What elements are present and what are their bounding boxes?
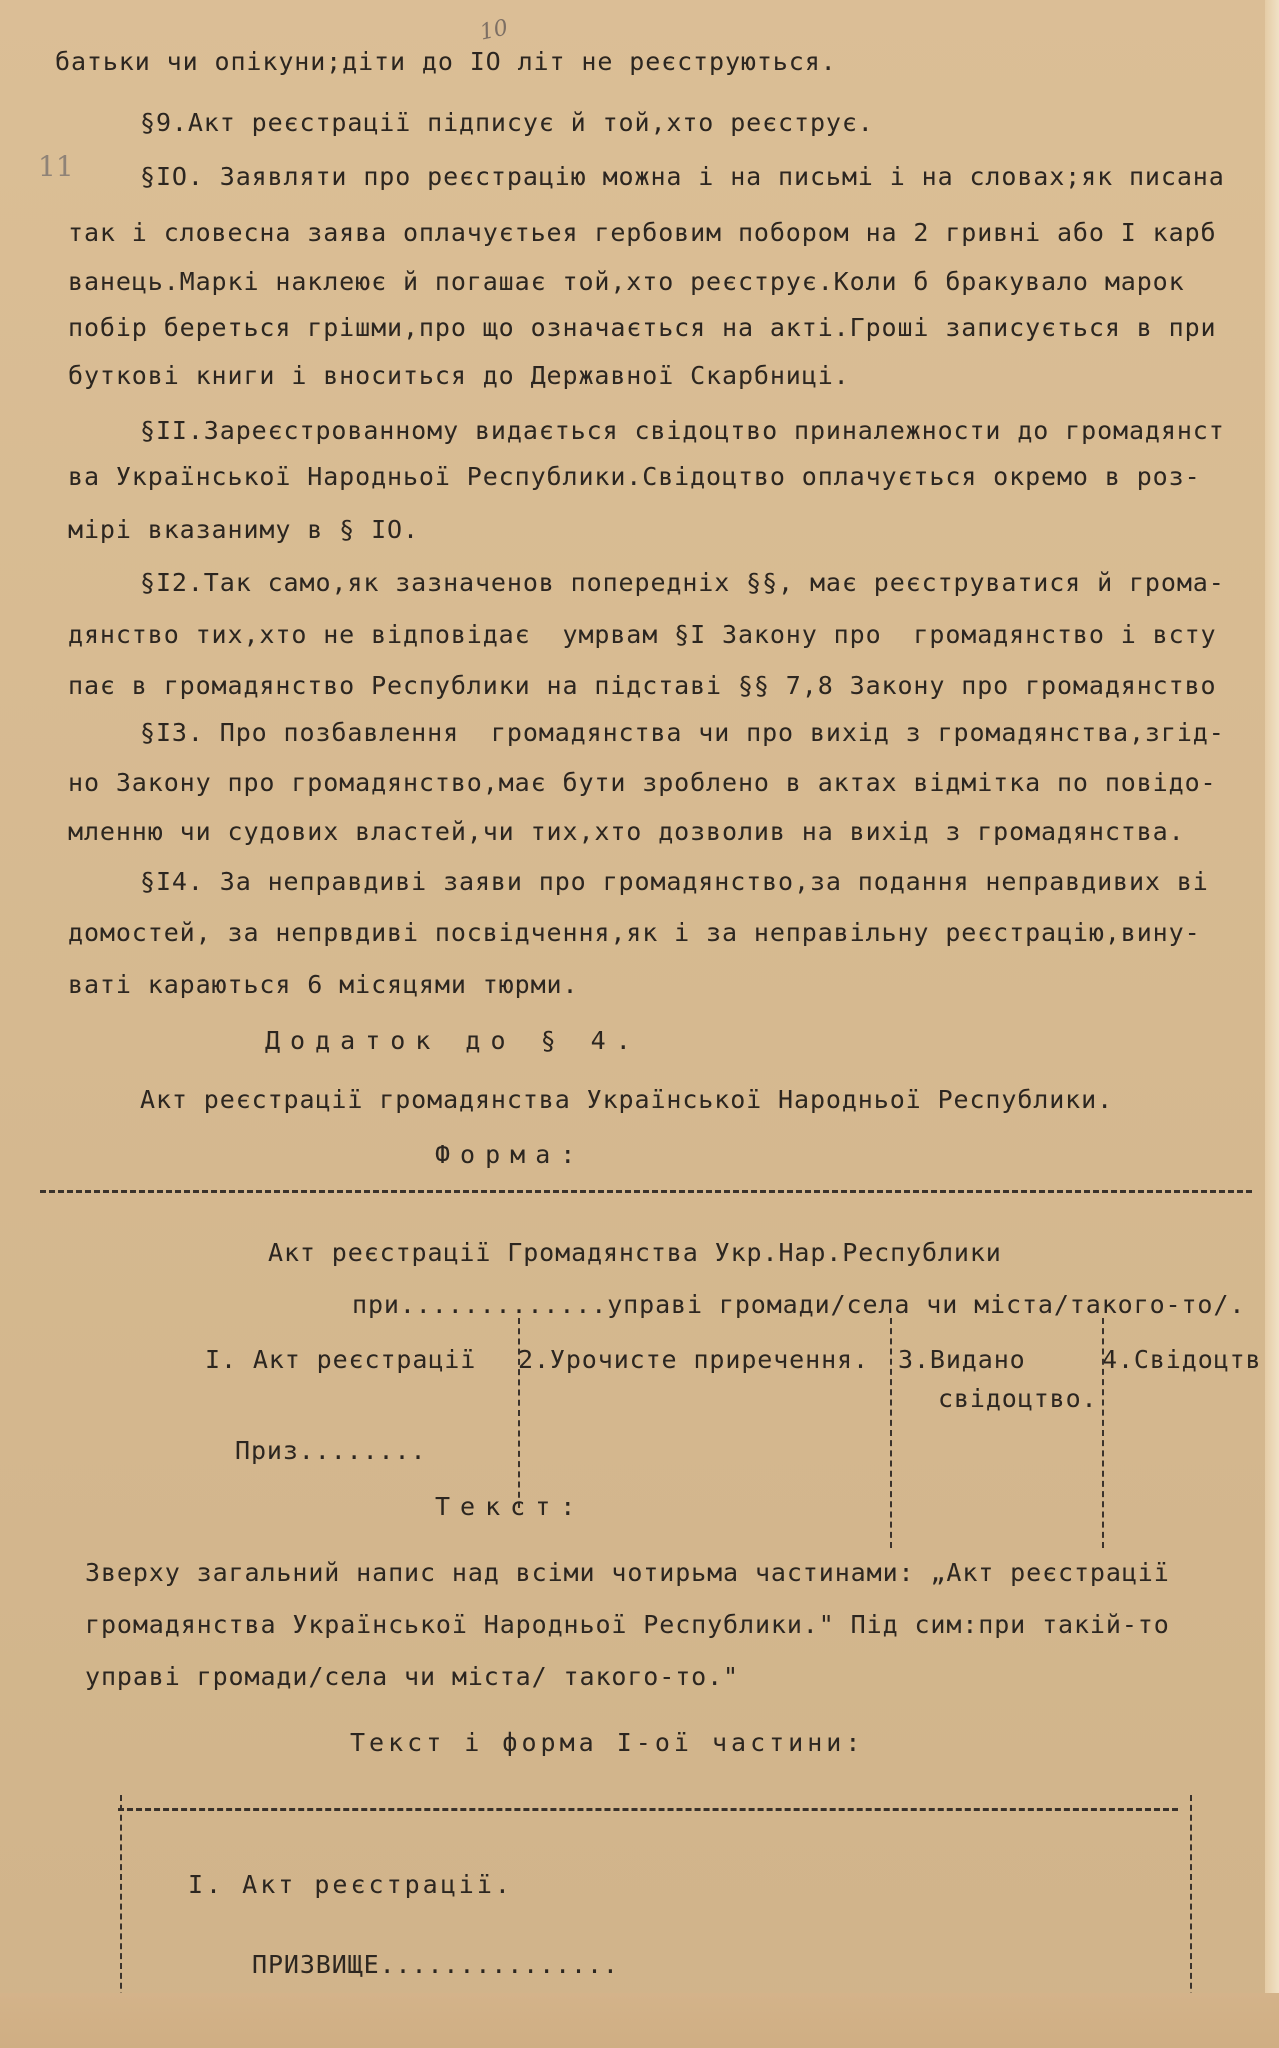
form-label: Форма: xyxy=(435,1140,586,1169)
addendum-title: Додаток до § 4. xyxy=(265,1026,641,1055)
column-divider xyxy=(1102,1318,1104,1548)
text-line: Зверху загальний напис над всіми чотирьма частинами: „Акт реєстрації xyxy=(85,1558,1170,1587)
body-line: дянство тих,хто не відповідає умрвам §I Закону про громадянство і всту xyxy=(68,620,1217,649)
body-line: мірі вказаниму в § IO. xyxy=(68,515,419,544)
paragraph-11: §II.Зареєстрованному видається свідоцтво приналежности до громадянст xyxy=(140,416,1225,445)
body-line: батьки чи опікуни;діти до IO літ не реєструються. xyxy=(55,47,837,76)
body-line: домостей, за непрвдиві посвідчення,як і за неправільну реєстрацію,вину- xyxy=(68,918,1201,947)
margin-mark: 11 xyxy=(38,150,74,183)
text-line: громадянства Української Народньої Республики." Під сим:при такій-то xyxy=(85,1610,1170,1639)
divider-line xyxy=(40,1190,1252,1193)
text-label: Текст: xyxy=(435,1492,586,1521)
column-divider xyxy=(518,1318,520,1508)
paper-bottom xyxy=(0,1993,1279,2048)
paragraph-13: §I3. Про позбавлення громадянства чи про вихід з громадянства,згід- xyxy=(140,718,1225,747)
body-line: но Закону про громадянство,має бути зроблено в актах відмітка по повідо- xyxy=(68,768,1217,797)
form-col-1: I. Акт реєстрації xyxy=(205,1345,477,1374)
body-line: ваті караються 6 місяцями тюрми. xyxy=(68,970,579,999)
body-line: так і словесна заява оплачуєтьея гербовим побором на 2 гривні або I карб xyxy=(68,218,1217,247)
form-subheading: при.............управі громади/села чи міста/такого-то/. xyxy=(352,1290,1246,1319)
surname-field: Приз........ xyxy=(235,1436,427,1465)
paragraph-10: §IO. Заявляти про реєстрацію можна і на письмі і на словах;як писана xyxy=(140,162,1225,191)
form-col-2: 2.Урочисте приречення. xyxy=(518,1345,869,1374)
form-col-3-line1: 3.Видано xyxy=(898,1345,1026,1374)
body-line: буткові книги і вноситься до Державної Скарбниці. xyxy=(68,361,850,390)
form-col-4: 4.Свідоцтв xyxy=(1102,1345,1262,1374)
body-line: ванець.Маркі наклеює й погашає той,хто реєструє.Коли б бракувало марок xyxy=(68,267,1185,296)
pencil-page-number: 10 xyxy=(477,15,511,46)
paragraph-12: §I2.Так само,як зазначенов попередніх §§, має реєструватися й грома- xyxy=(140,568,1225,597)
paper-edge xyxy=(1265,0,1279,2048)
addendum-subtitle: Акт реєстрації громадянства Української Народньої Республики. xyxy=(140,1085,1114,1114)
form-col-3-line2: свідоцтво. xyxy=(938,1384,1098,1413)
form-heading: Акт реєстрації Громадянства Укр.Нар.Республики xyxy=(268,1238,1002,1267)
text-line: управі громади/села чи міста/ такого-то." xyxy=(85,1662,740,1691)
body-line: ва Української Народньої Республики.Свідоцтво оплачується окремо в роз- xyxy=(68,462,1201,491)
part-label: Текст і форма I-ої частини: xyxy=(350,1728,865,1757)
paragraph-14: §I4. За неправдиві заяви про громадянство,за подання неправдивих ві xyxy=(140,867,1209,896)
body-line: пає в громадянство Республики на підставі §§ 7,8 Закону про громадянство xyxy=(68,671,1217,700)
body-line: побір береться грішми,про що означається на акті.Гроші записується в при xyxy=(68,313,1217,342)
paragraph-9: §9.Акт реєстрації підписує й той,хто реєструє. xyxy=(140,108,874,137)
column-divider xyxy=(890,1318,892,1548)
body-line: мленню чи судових властей,чи тих,хто дозволив на вихід з громадянства. xyxy=(68,817,1185,846)
box-top-border xyxy=(118,1808,1178,1811)
part1-surname: ПРИЗВИЩЕ............... xyxy=(252,1950,619,1979)
part1-title: I. Акт реєстрації. xyxy=(188,1870,513,1899)
